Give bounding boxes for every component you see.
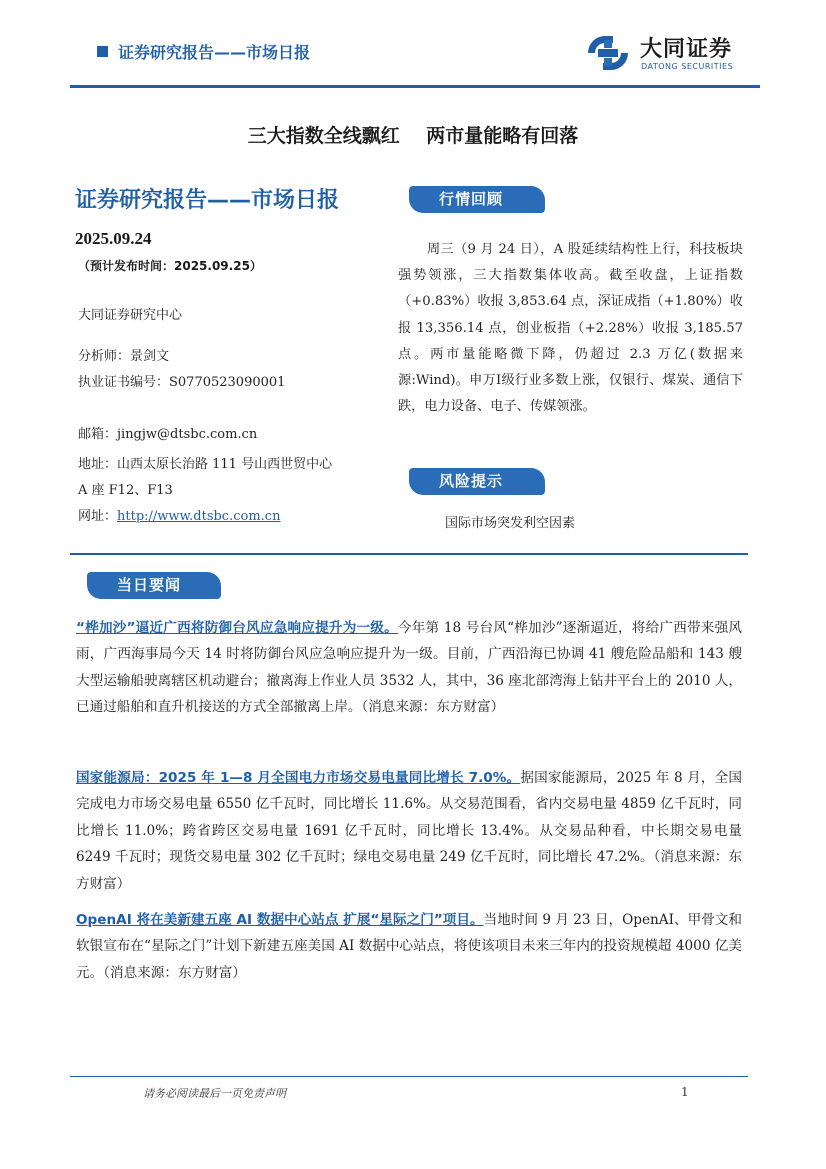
analyst-name: 分析师：景剑文 (78, 349, 170, 364)
publish-time: （预计发布时间：2025.09.25） (78, 259, 262, 273)
header-title: 证券研究报告——市场日报 (118, 43, 311, 62)
report-headline: 三大指数全线飘红 两市量能略有回落 (247, 125, 579, 147)
website-link[interactable]: http://www.dtsbc.com.cn (117, 509, 281, 524)
email-address: 邮箱：jingjw@dtsbc.com.cn (78, 427, 258, 442)
news-item-body: 当地时间 9 月 23 日，OpenAI、甲骨文和软银宣布在“星际之门”计划下新建五座美国 AI 数据中心站点，将使该项目未来三年内的投资规模超 4000 亿美元。（消息来源：东方财富） (76, 912, 743, 981)
market-review-heading: 行情回顾 (409, 186, 545, 213)
risk-heading: 风险提示 (409, 468, 545, 495)
news-item-title[interactable]: “桦加沙”逼近广西将防御台风应急响应提升为一级。 (76, 620, 398, 636)
footer-divider (70, 1076, 748, 1077)
logo-english-name: DATONG SECURITIES (641, 62, 734, 71)
news-item (76, 765, 742, 897)
logo-chinese-name: 大同证券 (640, 37, 733, 62)
news-item-body: 今年第 18 号台风“桦加沙”逐渐逼近，将给广西带来强风雨，广西海事局今天 14 时将防御台风应急响应提升为一级。目前，广西沿海已协调 41 艘危险品船和 143 艘大型运输船驶离辖区机动避台；撤离海上作业人员 3532 人，其中，36 座北部湾海上钻井平台上的 2010 人，已通过船舶和直升机接送的方式全部撤离上岸。（消息来源：东方财富） (76, 620, 742, 716)
datong-logo-icon (582, 30, 634, 76)
website-label: 网址： (78, 509, 118, 524)
research-institute: 大同证券研究中心 (78, 308, 183, 323)
report-date: 2025.09.24 (75, 229, 152, 248)
report-title: 证券研究报告——市场日报 (75, 188, 340, 213)
website-row (78, 505, 280, 524)
section-divider (70, 553, 748, 555)
page-number: 1 (681, 1085, 689, 1099)
header-divider (70, 85, 760, 88)
news-item-title[interactable]: OpenAI 将在美新建五座 AI 数据中心站点 扩展“星际之门”项目。 (76, 912, 484, 928)
license-number: 执业证书编号：S0770523090001 (78, 375, 286, 390)
header-bullet-square (97, 46, 108, 57)
news-item (76, 907, 742, 986)
address-line-1: 地址：山西太原长治路 111 号山西世贸中心 (78, 457, 333, 472)
news-item-title[interactable]: 国家能源局：2025 年 1—8 月全国电力市场交易电量同比增长 7.0%。 (76, 770, 521, 786)
news-item (76, 615, 742, 721)
risk-text: 国际市场突发利空因素 (445, 516, 576, 531)
daily-news-heading: 当日要闻 (87, 572, 221, 599)
address-line-2: A 座 F12、F13 (78, 483, 173, 498)
market-review-text: 周三（9 月 24 日），A 股延续结构性上行，科技板块强势领涨，三大指数集体收高。截至收盘，上证指数（+0.83%）收报 3,853.64 点，深证成指（+1.80%）收报 13,356.14 点，创业板指（+2.28%）收报 3,185.57 点。两市量能略微下降，仍超过 2.3 万亿(数据来源:Wind)。申万Ⅰ级行业多数上涨，仅银行、煤炭、通信下跌，电力设备、电子、传媒领涨。 (398, 242, 743, 415)
news-item-body: 据国家能源局，2025 年 8 月，全国完成电力市场交易电量 6550 亿千瓦时，同比增长 11.6%。从交易范围看，省内交易电量 4859 亿千瓦时，同比增长 11.0%；跨省跨区交易电量 1691 亿千瓦时，同比增长 13.4%。从交易品种看，中长期交易电量 6249 千瓦时；现货交易电量 302 亿千瓦时；绿电交易电量 249 亿千瓦时，同比增长 47.2%。（消息来源：东方财富） (76, 770, 742, 892)
footer-disclaimer: 请务必阅读最后一页免责声明 (143, 1087, 286, 1100)
